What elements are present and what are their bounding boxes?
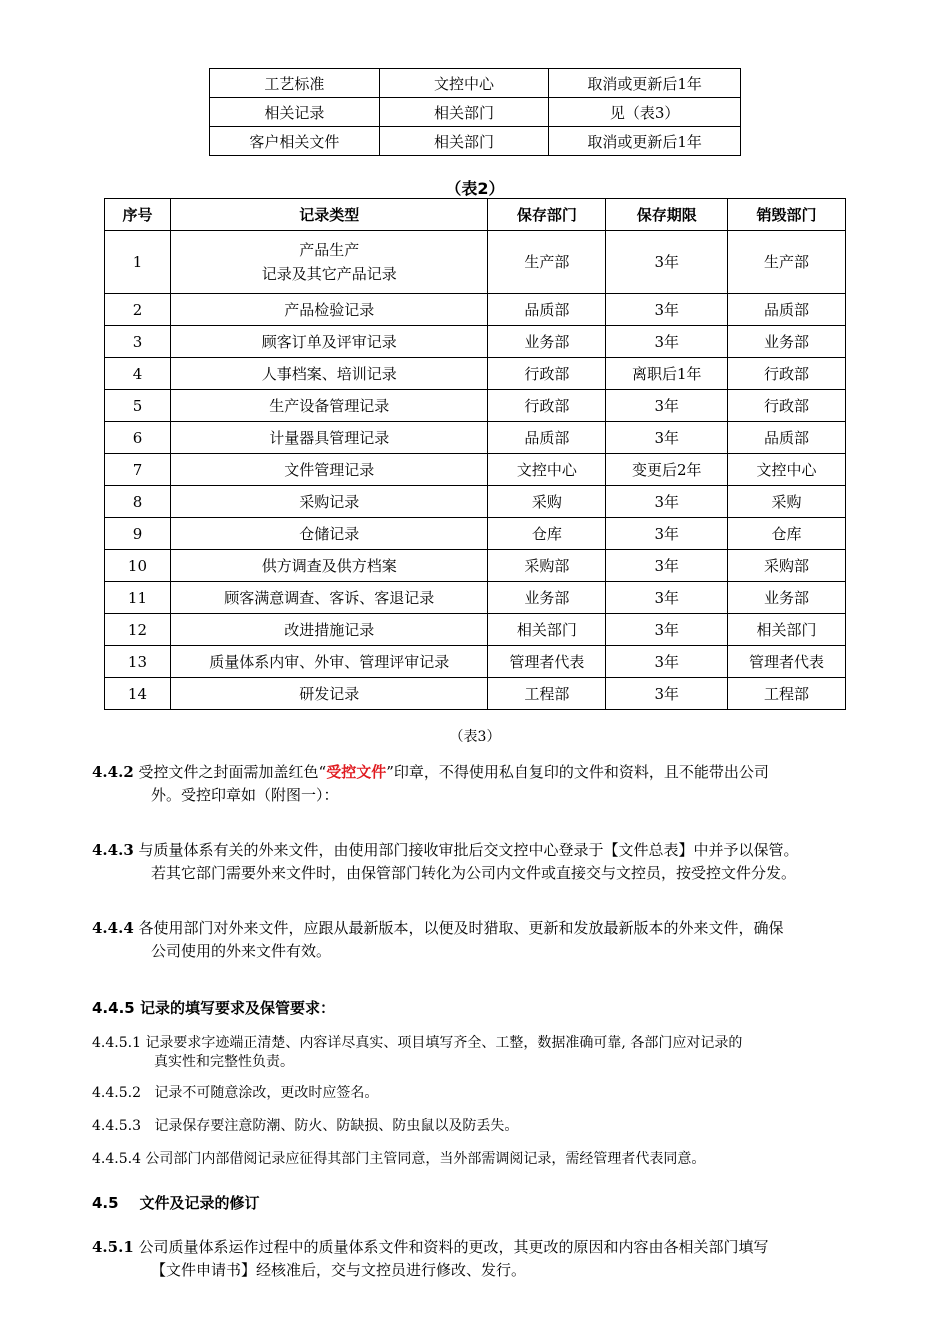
clause-number: 4.4.3 <box>92 841 134 859</box>
clause-number: 4.4.5.2 <box>92 1085 141 1101</box>
clause-text: 公司质量体系运作过程中的质量体系文件和资料的更改，其更改的原因和内容由各相关部门填写 <box>133 1238 769 1256</box>
table-row <box>105 294 846 326</box>
cell-destroy-dept: 采购 <box>728 486 846 518</box>
cell-keep-dept: 生产部 <box>488 231 606 294</box>
cell-no: 7 <box>105 454 171 486</box>
cell-no: 12 <box>105 614 171 646</box>
table-cell: 取消或更新后1年 <box>549 127 741 156</box>
clause-4-4-3 <box>92 839 872 884</box>
cell-keep-dept: 采购部 <box>488 550 606 582</box>
cell-record-type: 供方调查及供方档案 <box>170 550 488 582</box>
cell-keep-dept: 相关部门 <box>488 614 606 646</box>
cell-keep-dept: 业务部 <box>488 326 606 358</box>
cell-keep-period: 3年 <box>606 486 728 518</box>
cell-keep-period: 3年 <box>606 326 728 358</box>
clause-number: 4.4.5 <box>92 999 135 1017</box>
table-row <box>105 358 846 390</box>
cell-keep-dept: 品质部 <box>488 294 606 326</box>
clause-text: 记录不可随意涂改，更改时应签名。 <box>140 1085 379 1101</box>
clause-4-4-5-2 <box>92 1084 872 1103</box>
clause-text-continued: 真实性和完整性负责。 <box>154 1053 294 1070</box>
table-row <box>105 518 846 550</box>
retention-table-top <box>209 68 741 156</box>
cell-no: 14 <box>105 678 171 710</box>
table-row <box>105 614 846 646</box>
section-heading-text: 文件及记录的修订 <box>118 1194 260 1212</box>
cell-keep-dept: 行政部 <box>488 390 606 422</box>
table-cell: 取消或更新后1年 <box>549 69 741 98</box>
clause-text: 记录保存要注意防潮、防火、防缺损、防虫鼠以及防丢失。 <box>140 1118 519 1134</box>
clause-text-continued: 【文件申请书】经核准后，交与文控员进行修改、发行。 <box>151 1260 527 1279</box>
cell-no: 10 <box>105 550 171 582</box>
clause-4-4-5-3 <box>92 1117 872 1136</box>
cell-no: 4 <box>105 358 171 390</box>
header-keep-period: 保存期限 <box>606 199 728 231</box>
table-cell: 客户相关文件 <box>210 127 380 156</box>
cell-keep-period: 3年 <box>606 614 728 646</box>
table-row <box>210 69 741 98</box>
cell-destroy-dept: 行政部 <box>728 390 846 422</box>
cell-record-type: 计量器具管理记录 <box>170 422 488 454</box>
cell-record-type: 顾客订单及评审记录 <box>170 326 488 358</box>
cell-record-type: 顾客满意调查、客诉、客退记录 <box>170 582 488 614</box>
cell-keep-period: 3年 <box>606 582 728 614</box>
cell-keep-dept: 文控中心 <box>488 454 606 486</box>
clause-4-4-4 <box>92 917 872 962</box>
cell-keep-dept: 采购 <box>488 486 606 518</box>
clause-number: 4.4.5.4 <box>92 1151 141 1167</box>
clause-number: 4.5.1 <box>92 1238 134 1256</box>
table-3-caption: （表3） <box>449 729 501 745</box>
table-2-caption: （表2） <box>445 179 505 198</box>
table-row <box>105 678 846 710</box>
cell-record-type: 研发记录 <box>170 678 488 710</box>
cell-keep-dept: 工程部 <box>488 678 606 710</box>
cell-destroy-dept: 品质部 <box>728 422 846 454</box>
cell-keep-period: 3年 <box>606 294 728 326</box>
table-row <box>105 550 846 582</box>
clause-text: 记录要求字迹端正清楚、内容详尽真实、项目填写齐全、工整，数据准确可靠, 各部门应对记录的 <box>140 1035 743 1051</box>
cell-record-type: 文件管理记录 <box>170 454 488 486</box>
table-row <box>105 326 846 358</box>
clause-text-continued: 外。受控印章如（附图一）： <box>151 785 339 804</box>
cell-keep-period: 3年 <box>606 390 728 422</box>
header-keep-dept: 保存部门 <box>488 199 606 231</box>
clause-4-4-5-heading <box>92 997 872 1020</box>
record-type-line: 产品生产 <box>299 241 360 259</box>
cell-record-type: 仓储记录 <box>170 518 488 550</box>
table-cell: 相关部门 <box>379 127 549 156</box>
table-row <box>105 486 846 518</box>
cell-record-type: 产品检验记录 <box>170 294 488 326</box>
cell-record-type: 改进措施记录 <box>170 614 488 646</box>
clause-text: 各使用部门对外来文件，应跟从最新版本，以便及时猎取、更新和发放最新版本的外来文件，确保 <box>133 919 784 937</box>
cell-record-type: 质量体系内审、外审、管理评审记录 <box>170 646 488 678</box>
cell-destroy-dept: 品质部 <box>728 294 846 326</box>
cell-no: 9 <box>105 518 171 550</box>
table-cell: 工艺标准 <box>210 69 380 98</box>
clause-4-4-5-1 <box>92 1034 872 1072</box>
cell-keep-period: 3年 <box>606 550 728 582</box>
clause-number: 4.4.2 <box>92 763 134 781</box>
cell-record-type <box>170 231 488 294</box>
clause-text: ”印章，不得使用私自复印的文件和资料，且不能带出公司 <box>386 763 769 781</box>
cell-no: 8 <box>105 486 171 518</box>
cell-record-type: 生产设备管理记录 <box>170 390 488 422</box>
cell-destroy-dept: 仓库 <box>728 518 846 550</box>
table-row <box>105 454 846 486</box>
records-table <box>104 198 846 710</box>
table-cell: 文控中心 <box>379 69 549 98</box>
cell-keep-dept: 业务部 <box>488 582 606 614</box>
cell-record-type: 采购记录 <box>170 486 488 518</box>
cell-keep-dept: 品质部 <box>488 422 606 454</box>
cell-keep-period: 3年 <box>606 678 728 710</box>
cell-keep-period: 离职后1年 <box>606 358 728 390</box>
table-cell: 见（表3） <box>549 98 741 127</box>
clause-number: 4.4.5.1 <box>92 1035 141 1051</box>
header-no: 序号 <box>105 199 171 231</box>
table-cell: 相关记录 <box>210 98 380 127</box>
clause-text: 与质量体系有关的外来文件，由使用部门接收审批后交文控中心登录于【文件总表】中并予以保管。 <box>133 841 799 859</box>
table-row <box>105 582 846 614</box>
clause-text: 公司部门内部借阅记录应征得其部门主管同意，当外部需调阅记录，需经管理者代表同意。 <box>140 1151 706 1167</box>
cell-no: 6 <box>105 422 171 454</box>
clause-4-5-1 <box>92 1236 872 1281</box>
cell-destroy-dept: 生产部 <box>728 231 846 294</box>
cell-destroy-dept: 工程部 <box>728 678 846 710</box>
cell-destroy-dept: 相关部门 <box>728 614 846 646</box>
cell-no: 1 <box>105 231 171 294</box>
clause-text-continued: 公司使用的外来文件有效。 <box>151 941 332 960</box>
table-row <box>210 127 741 156</box>
cell-keep-period: 3年 <box>606 422 728 454</box>
cell-no: 11 <box>105 582 171 614</box>
cell-destroy-dept: 采购部 <box>728 550 846 582</box>
table-row <box>105 422 846 454</box>
cell-keep-dept: 行政部 <box>488 358 606 390</box>
cell-no: 2 <box>105 294 171 326</box>
table-header-row <box>105 199 846 231</box>
cell-no: 13 <box>105 646 171 678</box>
controlled-document-stamp-text: 受控文件 <box>326 763 387 781</box>
cell-keep-period: 变更后2年 <box>606 454 728 486</box>
table-row <box>105 390 846 422</box>
clause-text-continued: 若其它部门需要外来文件时，由保管部门转化为公司内文件或直接交与文控员，按受控文件分发。 <box>151 863 797 882</box>
header-record-type: 记录类型 <box>170 199 488 231</box>
cell-keep-period: 3年 <box>606 518 728 550</box>
cell-destroy-dept: 行政部 <box>728 358 846 390</box>
cell-destroy-dept: 管理者代表 <box>728 646 846 678</box>
clause-heading-text: 记录的填写要求及保管要求： <box>134 999 335 1017</box>
table-cell: 相关部门 <box>379 98 549 127</box>
clause-4-4-5-4 <box>92 1150 872 1169</box>
clause-text: 受控文件之封面需加盖红色“ <box>133 763 327 781</box>
cell-keep-period: 3年 <box>606 646 728 678</box>
cell-record-type: 人事档案、培训记录 <box>170 358 488 390</box>
clause-number: 4.4.4 <box>92 919 134 937</box>
clause-4-4-2 <box>92 761 872 806</box>
cell-keep-dept: 管理者代表 <box>488 646 606 678</box>
section-number: 4.5 <box>92 1194 119 1212</box>
cell-keep-period: 3年 <box>606 231 728 294</box>
cell-keep-dept: 仓库 <box>488 518 606 550</box>
cell-destroy-dept: 业务部 <box>728 326 846 358</box>
table-row <box>210 98 741 127</box>
cell-no: 5 <box>105 390 171 422</box>
section-4-5-heading <box>92 1192 872 1215</box>
cell-destroy-dept: 文控中心 <box>728 454 846 486</box>
table-row <box>105 646 846 678</box>
table-row <box>105 231 846 294</box>
header-destroy-dept: 销毁部门 <box>728 199 846 231</box>
cell-no: 3 <box>105 326 171 358</box>
record-type-line: 记录及其它产品记录 <box>261 265 397 283</box>
cell-destroy-dept: 业务部 <box>728 582 846 614</box>
clause-number: 4.4.5.3 <box>92 1118 141 1134</box>
